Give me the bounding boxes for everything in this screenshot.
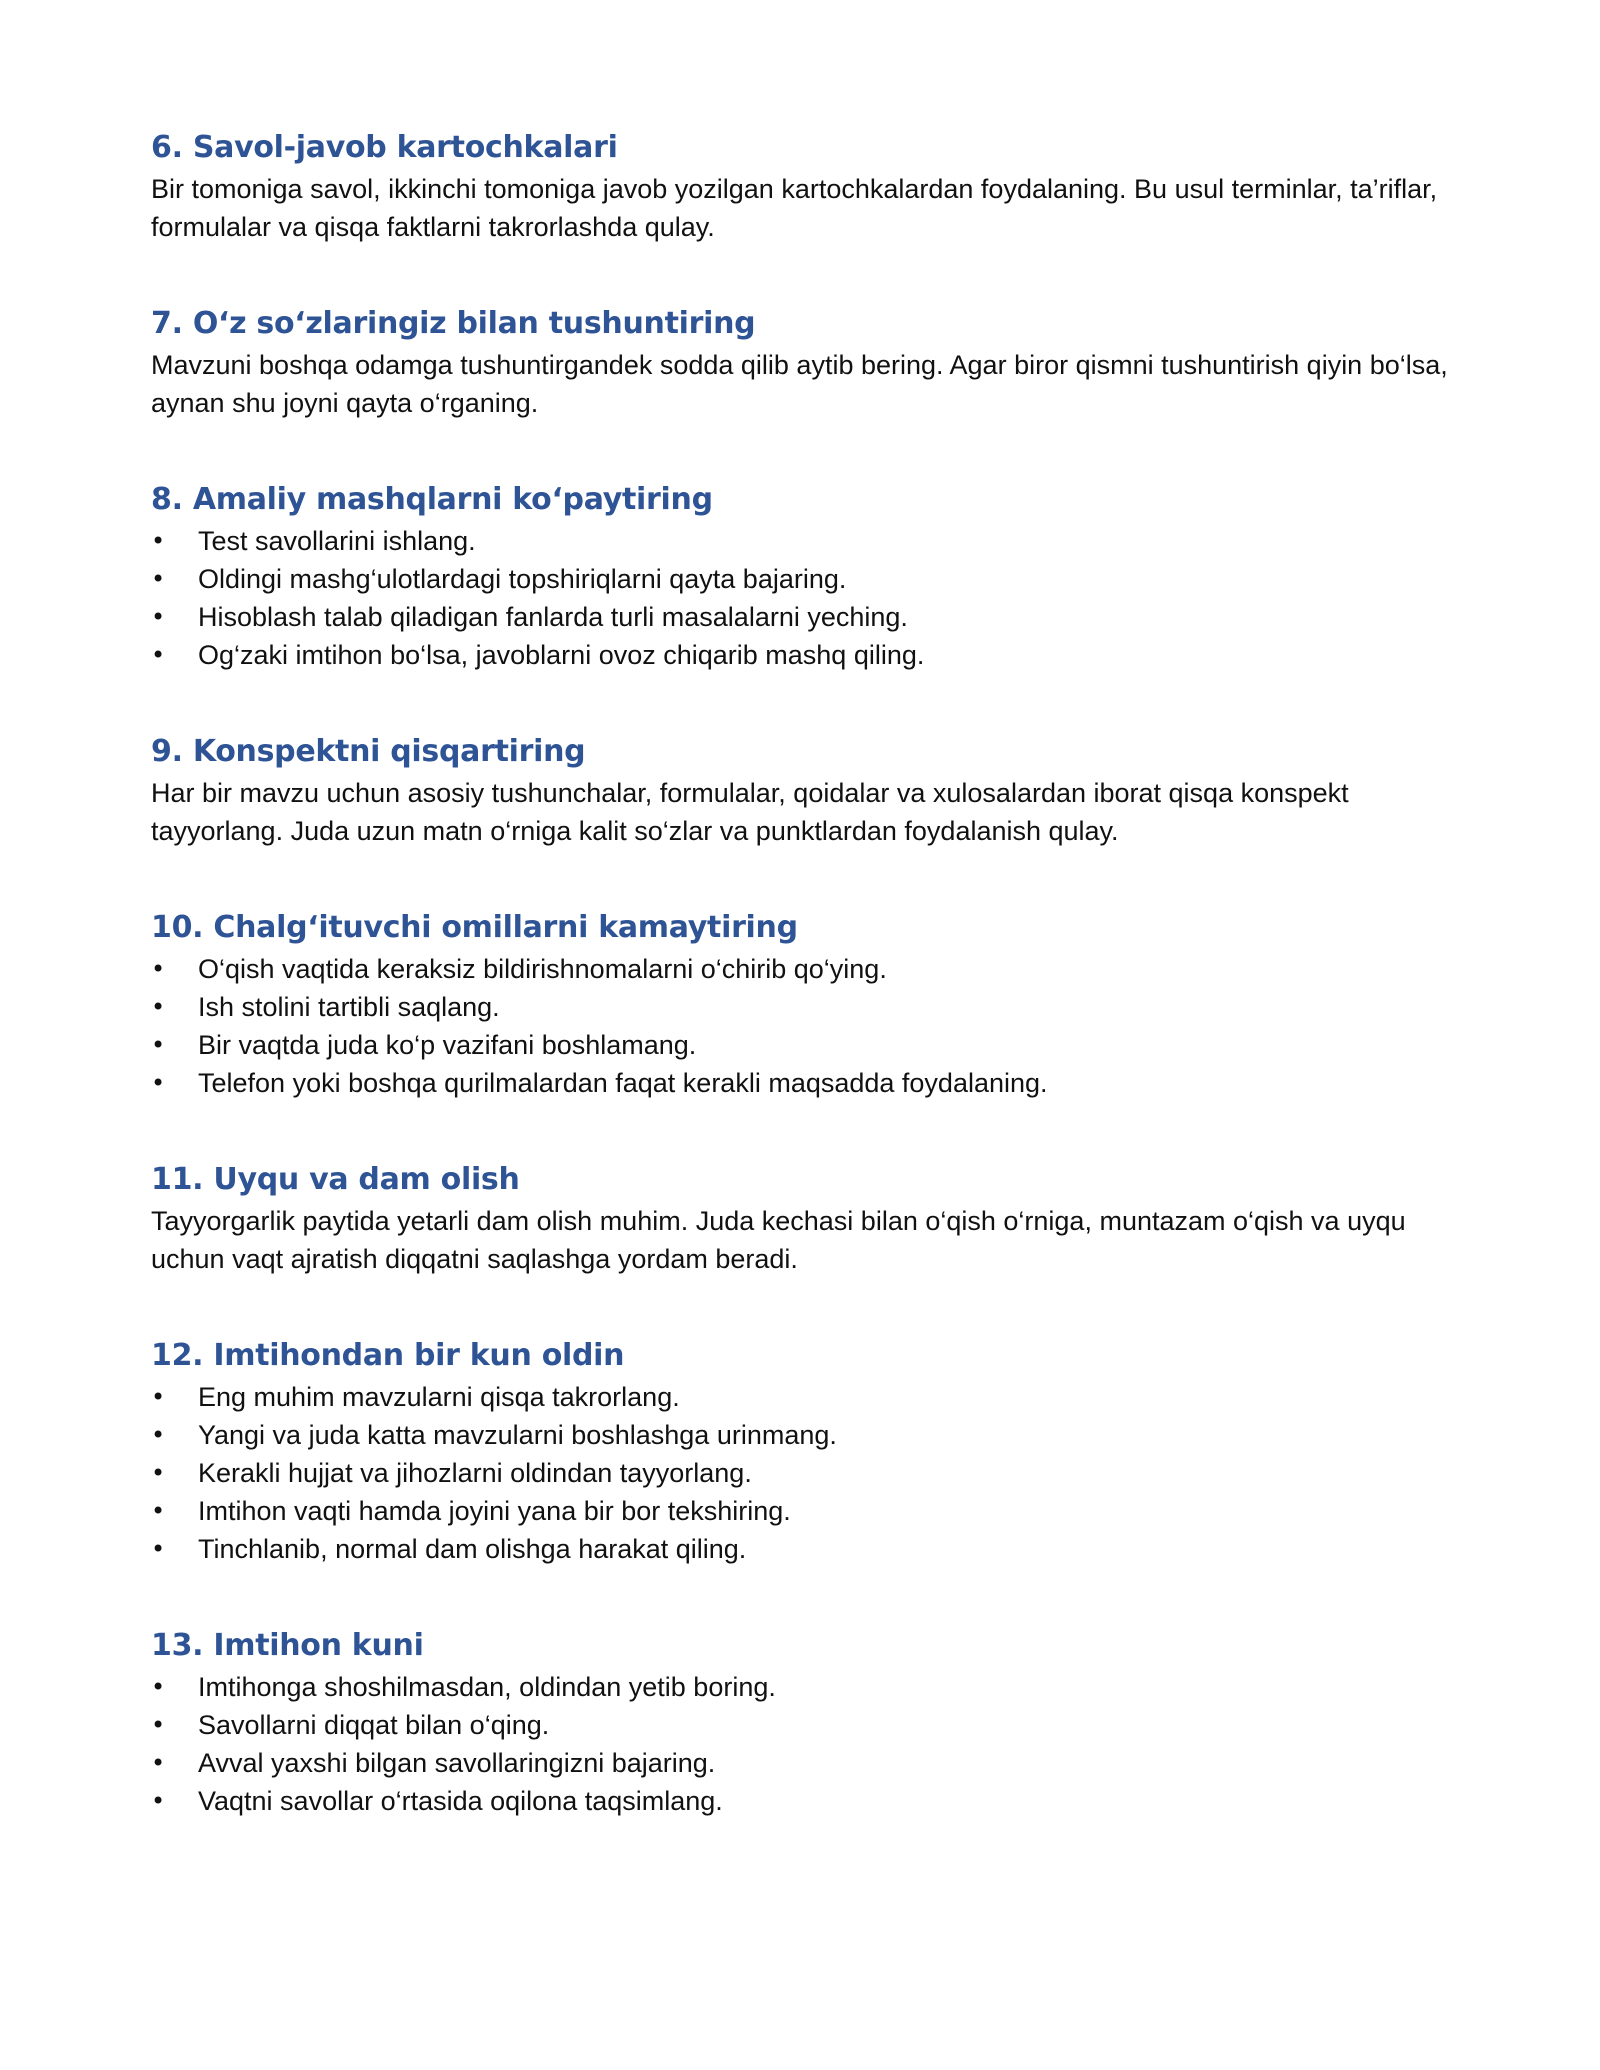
list-item-text: Telefon yoki boshqa qurilmalardan faqat kerakli maqsadda foydalaning.: [198, 1068, 1048, 1098]
list-item-text: Ish stolini tartibli saqlang.: [198, 992, 500, 1022]
list-item: [151, 1530, 1451, 1568]
section-heading: 11. Uyqu va dam olish: [151, 1162, 520, 1197]
list-item: [151, 636, 1451, 674]
bullet-icon: •: [151, 1031, 166, 1059]
section-13: [151, 1626, 1451, 1820]
list-item-text: Oldingi mashg‘ulotlardagi topshiriqlarni qayta bajaring.: [198, 564, 847, 594]
list-item-text: O‘qish vaqtida keraksiz bildirishnomalarni o‘chirib qo‘ying.: [198, 954, 887, 984]
section-heading: 10. Chalg‘ituvchi omillarni kamaytiring: [151, 910, 798, 945]
section-paragraph: Tayyorgarlik paytida yetarli dam olish muhim. Juda kechasi bilan o‘qish o‘rniga, muntazam o‘qish va uyqu uchun vaqt ajratish diqqatni saqlashga yordam beradi.: [151, 1206, 1406, 1274]
list-item-text: Kerakli hujjat va jihozlarni oldindan tayyorlang.: [198, 1458, 752, 1488]
list-item: [151, 560, 1451, 598]
bullet-icon: •: [151, 565, 166, 593]
list-item: [151, 1026, 1451, 1064]
bullet-icon: •: [151, 1497, 166, 1525]
bullet-icon: •: [151, 1069, 166, 1097]
section-paragraph: Bir tomoniga savol, ikkinchi tomoniga javob yozilgan kartochkalardan foydalaning. Bu usul terminlar, ta’riflar, formulalar va qisqa faktlarni takrorlashda qulay.: [151, 174, 1438, 242]
section-heading: 6. Savol-javob kartochkalari: [151, 130, 618, 165]
list-item-text: Eng muhim mavzularni qisqa takrorlang.: [198, 1382, 680, 1412]
list-item: [151, 1416, 1451, 1454]
list-item-text: Tinchlanib, normal dam olishga harakat qiling.: [198, 1534, 747, 1564]
bullet-list: [151, 950, 1451, 1102]
list-item: [151, 522, 1451, 560]
section-paragraph: Mavzuni boshqa odamga tushuntirgandek sodda qilib aytib bering. Agar biror qismni tushuntirish qiyin bo‘lsa, aynan shu joyni qayta o‘rganing.: [151, 350, 1448, 418]
bullet-icon: •: [151, 1459, 166, 1487]
document-body: [151, 128, 1451, 1878]
list-item: [151, 988, 1451, 1026]
list-item-text: Yangi va juda katta mavzularni boshlashga urinmang.: [198, 1420, 837, 1450]
section-10: [151, 908, 1451, 1102]
section-12: [151, 1336, 1451, 1568]
list-item: [151, 1706, 1451, 1744]
bullet-icon: •: [151, 527, 166, 555]
list-item-text: Og‘zaki imtihon bo‘lsa, javoblarni ovoz chiqarib mashq qiling.: [198, 640, 925, 670]
list-item: [151, 598, 1451, 636]
bullet-icon: •: [151, 1421, 166, 1449]
list-item: [151, 1782, 1451, 1820]
bullet-icon: •: [151, 1535, 166, 1563]
list-item: [151, 1064, 1451, 1102]
bullet-list: [151, 1378, 1451, 1568]
section-8: [151, 480, 1451, 674]
list-item-text: Imtihonga shoshilmasdan, oldindan yetib boring.: [198, 1672, 776, 1702]
section-heading: 12. Imtihondan bir kun oldin: [151, 1338, 625, 1373]
list-item: [151, 1378, 1451, 1416]
list-item: [151, 1492, 1451, 1530]
bullet-icon: •: [151, 993, 166, 1021]
bullet-icon: •: [151, 955, 166, 983]
section-11: [151, 1160, 1451, 1278]
bullet-icon: •: [151, 1673, 166, 1701]
section-6: [151, 128, 1451, 246]
list-item-text: Hisoblash talab qiladigan fanlarda turli masalalarni yeching.: [198, 602, 908, 632]
list-item-text: Test savollarini ishlang.: [198, 526, 476, 556]
section-heading: 7. O‘z so‘zlaringiz bilan tushuntiring: [151, 306, 756, 341]
bullet-list: [151, 1668, 1451, 1820]
bullet-icon: •: [151, 603, 166, 631]
list-item-text: Savollarni diqqat bilan o‘qing.: [198, 1710, 550, 1740]
bullet-icon: •: [151, 1383, 166, 1411]
list-item: [151, 1454, 1451, 1492]
section-heading: 8. Amaliy mashqlarni ko‘paytiring: [151, 482, 713, 517]
bullet-list: [151, 522, 1451, 674]
section-paragraph: Har bir mavzu uchun asosiy tushunchalar, formulalar, qoidalar va xulosalardan iborat qisqa konspekt tayyorlang. Juda uzun matn o‘rniga kalit so‘zlar va punktlardan foydalanish qulay.: [151, 778, 1349, 846]
list-item-text: Imtihon vaqti hamda joyini yana bir bor tekshiring.: [198, 1496, 791, 1526]
section-heading: 9. Konspektni qisqartiring: [151, 734, 586, 769]
bullet-icon: •: [151, 1711, 166, 1739]
list-item-text: Vaqtni savollar o‘rtasida oqilona taqsimlang.: [198, 1786, 723, 1816]
bullet-icon: •: [151, 641, 166, 669]
list-item-text: Avval yaxshi bilgan savollaringizni bajaring.: [198, 1748, 716, 1778]
list-item-text: Bir vaqtda juda ko‘p vazifani boshlamang.: [198, 1030, 697, 1060]
list-item: [151, 1744, 1451, 1782]
section-heading: 13. Imtihon kuni: [151, 1628, 424, 1663]
bullet-icon: •: [151, 1749, 166, 1777]
bullet-icon: •: [151, 1787, 166, 1815]
list-item: [151, 1668, 1451, 1706]
list-item: [151, 950, 1451, 988]
section-7: [151, 304, 1451, 422]
section-9: [151, 732, 1451, 850]
